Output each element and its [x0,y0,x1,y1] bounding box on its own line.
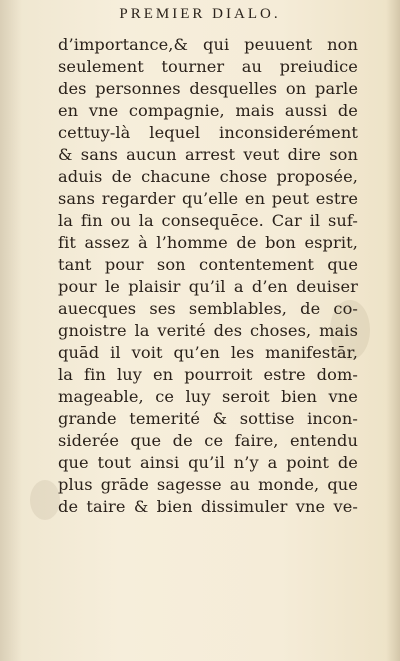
text-line: fit assez à l’homme de bon esprit, [58,233,358,252]
text-line: pour le plaisir qu’il a d’en deuiser [58,277,358,296]
running-head: PREMIER DIALO. [119,6,281,22]
text-line: la fin luy en pourroit estre dom- [58,365,358,384]
text-line: cettuy-là lequel inconsiderément [58,123,358,142]
text-line: gnoistre la verité des choses, mais [58,321,358,340]
text-line: aduis de chacune chose proposée, [58,167,358,186]
text-line: grande temerité & sottise incon- [58,409,358,428]
text-line: sans regarder qu’elle en peut estre [58,189,358,208]
gutter-shadow [0,0,22,661]
page-edge-shadow [386,0,400,661]
text-line: mageable, ce luy seroit bien vne [58,387,358,406]
text-line: la fin ou la consequēce. Car il suf- [58,211,358,230]
text-line: quād il voit qu’en les manifestār, [58,343,358,362]
text-line: de taire & bien dissimuler vne ve- [58,497,358,516]
text-line: tant pour son contentement que [58,255,358,274]
text-line: plus grāde sagesse au monde, que [58,475,358,494]
text-line: auecques ses semblables, de co- [58,299,358,318]
text-line: siderée que de ce faire, entendu [58,431,358,450]
text-line: d’importance,& qui peuuent non [58,35,358,54]
text-line: en vne compagnie, mais aussi de [58,101,358,120]
body-text [58,34,358,518]
paper-stain [30,480,60,520]
text-line: des personnes desquelles on parle [58,79,358,98]
text-line: & sans aucun arrest veut dire son [58,145,358,164]
text-line: que tout ainsi qu’il n’y a point de [58,453,358,472]
text-line: seulement tourner au preiudice [58,57,358,76]
